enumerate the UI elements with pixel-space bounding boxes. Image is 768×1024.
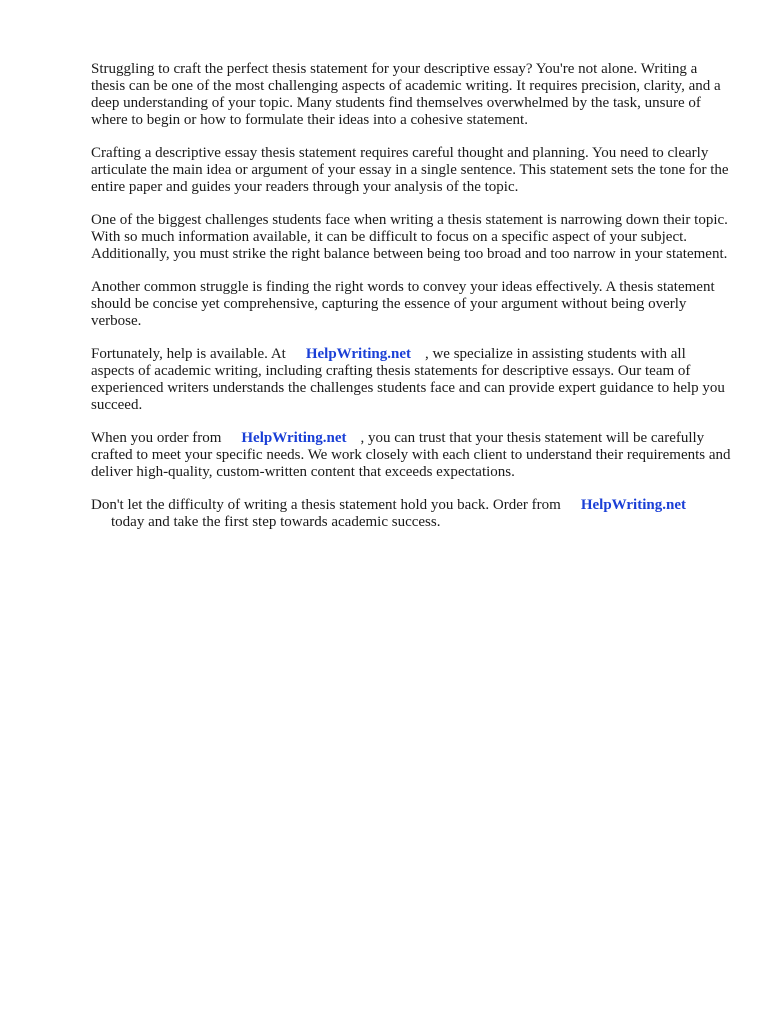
paragraph-help-after: , we specialize in assisting students with all aspects of academic writing, including crafting thesis statements for descriptive essays. Our team of experienced writers understands the challenges students face and can provide expert guidance to help you succeed. (91, 346, 725, 413)
paragraph-closing-before: Don't let the difficulty of writing a thesis statement hold you back. Order from (91, 497, 561, 513)
paragraph-challenges: One of the biggest challenges students face when writing a thesis statement is narrowing down their topic. With so much information available, it can be difficult to focus on a specific aspect of your subject. Additionally, you must strike the right balance between being too broad and too narrow in your statement. (91, 212, 728, 262)
paragraph-help-before: Fortunately, help is available. At (91, 346, 286, 362)
paragraph-struggle: Another common struggle is finding the right words to convey your ideas effectively. A thesis statement should be concise yet comprehensive, capturing the essence of your argument without being overly verbose. (91, 279, 715, 329)
paragraph-closing-after: today and take the first step towards academic success. (111, 514, 441, 530)
helpwriting-link[interactable]: HelpWriting.net (241, 430, 347, 446)
helpwriting-link[interactable]: HelpWriting.net (305, 346, 411, 362)
document-page (91, 61, 731, 547)
helpwriting-link[interactable]: HelpWriting.net (580, 497, 686, 513)
paragraph-intro: Struggling to craft the perfect thesis statement for your descriptive essay? You're not alone. Writing a thesis can be one of the most challenging aspects of academic writing. It requires precision, clarity, and a deep understanding of your topic. Many students find themselves overwhelmed by the task, unsure of where to begin or how to formulate their ideas into a cohesive statement. (91, 61, 721, 128)
paragraph-help (91, 346, 731, 414)
paragraph-order (91, 430, 731, 481)
paragraph-crafting: Crafting a descriptive essay thesis statement requires careful thought and planning. You need to clearly articulate the main idea or argument of your essay in a single sentence. This statement sets the tone for the entire paper and guides your readers through your analysis of the topic. (91, 145, 729, 195)
paragraph-order-before: When you order from (91, 430, 222, 446)
paragraph-closing (91, 497, 731, 531)
paragraph-order-after: , you can trust that your thesis statement will be carefully crafted to meet your specific needs. We work closely with each client to understand their requirements and deliver high-quality, custom-written content that exceeds expectations. (91, 430, 731, 480)
